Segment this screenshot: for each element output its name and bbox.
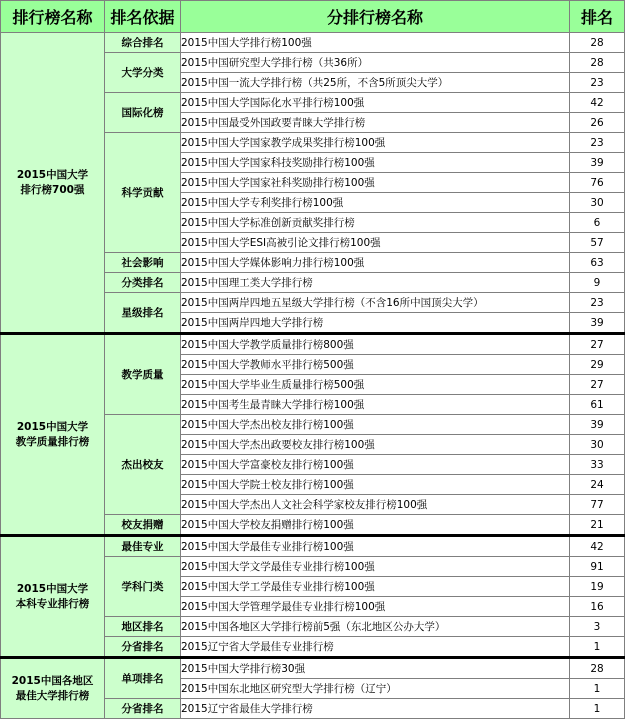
basis-cell: 国际化榜 bbox=[105, 93, 181, 133]
group-title-line1: 2015中国大学 bbox=[16, 168, 89, 181]
rank-value: 39 bbox=[570, 153, 625, 173]
sub-list-name: 2015中国一流大学排行榜（共25所，不含5所顶尖大学） bbox=[181, 73, 570, 93]
rank-value: 76 bbox=[570, 173, 625, 193]
sub-list-name: 2015中国大学国家科技奖励排行榜100强 bbox=[181, 153, 570, 173]
rank-value: 42 bbox=[570, 93, 625, 113]
basis-cell: 地区排名 bbox=[105, 617, 181, 637]
basis-cell: 校友捐赠 bbox=[105, 515, 181, 536]
rank-value: 42 bbox=[570, 536, 625, 557]
sub-list-name: 2015中国大学国家教学成果奖排行榜100强 bbox=[181, 133, 570, 153]
rank-value: 3 bbox=[570, 617, 625, 637]
group-title-line1: 2015中国各地区 bbox=[11, 674, 94, 687]
sub-list-name: 2015中国大学排行榜100强 bbox=[181, 33, 570, 53]
group-title-line2: 排行榜700强 bbox=[20, 183, 85, 196]
group-title bbox=[1, 536, 105, 658]
sub-list-name: 2015中国大学最佳专业排行榜100强 bbox=[181, 536, 570, 557]
sub-list-name: 2015中国理工类大学排行榜 bbox=[181, 273, 570, 293]
sub-list-name: 2015中国大学教学质量排行榜800强 bbox=[181, 334, 570, 355]
sub-list-name: 2015中国大学国家社科奖励排行榜100强 bbox=[181, 173, 570, 193]
rank-value: 61 bbox=[570, 395, 625, 415]
header-rank: 排名 bbox=[570, 1, 625, 33]
rank-value: 57 bbox=[570, 233, 625, 253]
table-row bbox=[1, 658, 625, 679]
sub-list-name: 2015中国大学杰出人文社会科学家校友排行榜100强 bbox=[181, 495, 570, 515]
sub-list-name: 2015中国大学文学最佳专业排行榜100强 bbox=[181, 557, 570, 577]
basis-cell: 大学分类 bbox=[105, 53, 181, 93]
sub-list-name: 2015中国大学ESI高被引论文排行榜100强 bbox=[181, 233, 570, 253]
group-title-line1: 2015中国大学 bbox=[16, 420, 89, 433]
rank-value: 91 bbox=[570, 557, 625, 577]
basis-cell: 单项排名 bbox=[105, 658, 181, 699]
sub-list-name: 2015中国大学毕业生质量排行榜500强 bbox=[181, 375, 570, 395]
sub-list-name: 2015中国考生最青睐大学排行榜100强 bbox=[181, 395, 570, 415]
rank-value: 23 bbox=[570, 73, 625, 93]
basis-cell: 星级排名 bbox=[105, 293, 181, 334]
rank-value: 27 bbox=[570, 375, 625, 395]
sub-list-name: 2015中国两岸四地五星级大学排行榜（不含16所中国顶尖大学） bbox=[181, 293, 570, 313]
sub-list-name: 2015中国大学专利奖排行榜100强 bbox=[181, 193, 570, 213]
sub-list-name: 2015中国大学杰出校友排行榜100强 bbox=[181, 415, 570, 435]
rank-value: 28 bbox=[570, 53, 625, 73]
group-title-line2: 教学质量排行榜 bbox=[15, 435, 90, 448]
rank-value: 23 bbox=[570, 293, 625, 313]
header-row bbox=[1, 1, 625, 33]
sub-list-name: 2015中国大学校友捐赠排行榜100强 bbox=[181, 515, 570, 536]
rank-value: 28 bbox=[570, 33, 625, 53]
sub-list-name: 2015辽宁省最佳大学排行榜 bbox=[181, 699, 570, 719]
rank-value: 1 bbox=[570, 699, 625, 719]
group-title bbox=[1, 334, 105, 536]
group-title-line1: 2015中国大学 bbox=[16, 582, 89, 595]
sub-list-name: 2015中国大学标准创新贡献奖排行榜 bbox=[181, 213, 570, 233]
sub-list-name: 2015中国两岸四地大学排行榜 bbox=[181, 313, 570, 334]
sub-list-name: 2015中国大学排行榜30强 bbox=[181, 658, 570, 679]
sub-list-name: 2015中国东北地区研究型大学排行榜（辽宁） bbox=[181, 679, 570, 699]
group-title bbox=[1, 33, 105, 334]
basis-cell: 综合排名 bbox=[105, 33, 181, 53]
rank-value: 39 bbox=[570, 415, 625, 435]
basis-cell: 科学贡献 bbox=[105, 133, 181, 253]
rank-value: 30 bbox=[570, 435, 625, 455]
header-basis: 排名依据 bbox=[105, 1, 181, 33]
group-title-line2: 最佳大学排行榜 bbox=[15, 689, 90, 702]
rank-value: 27 bbox=[570, 334, 625, 355]
sub-list-name: 2015中国最受外国政要青睐大学排行榜 bbox=[181, 113, 570, 133]
sub-list-name: 2015中国大学富豪校友排行榜100强 bbox=[181, 455, 570, 475]
rank-value: 1 bbox=[570, 679, 625, 699]
group-title-line2: 本科专业排行榜 bbox=[15, 597, 90, 610]
basis-cell: 分类排名 bbox=[105, 273, 181, 293]
sub-list-name: 2015中国大学院士校友排行榜100强 bbox=[181, 475, 570, 495]
rank-value: 29 bbox=[570, 355, 625, 375]
rank-value: 16 bbox=[570, 597, 625, 617]
table-body bbox=[1, 33, 625, 719]
rank-value: 63 bbox=[570, 253, 625, 273]
rank-value: 26 bbox=[570, 113, 625, 133]
table-row bbox=[1, 33, 625, 53]
header-sub-list: 分排行榜名称 bbox=[181, 1, 570, 33]
rank-value: 19 bbox=[570, 577, 625, 597]
rank-value: 9 bbox=[570, 273, 625, 293]
rank-value: 30 bbox=[570, 193, 625, 213]
rank-value: 28 bbox=[570, 658, 625, 679]
basis-cell: 最佳专业 bbox=[105, 536, 181, 557]
basis-cell: 杰出校友 bbox=[105, 415, 181, 515]
sub-list-name: 2015辽宁省大学最佳专业排行榜 bbox=[181, 637, 570, 658]
sub-list-name: 2015中国大学工学最佳专业排行榜100强 bbox=[181, 577, 570, 597]
basis-cell: 分省排名 bbox=[105, 699, 181, 719]
basis-cell: 学科门类 bbox=[105, 557, 181, 617]
rank-value: 23 bbox=[570, 133, 625, 153]
group-title bbox=[1, 658, 105, 719]
basis-cell: 社会影响 bbox=[105, 253, 181, 273]
rank-value: 21 bbox=[570, 515, 625, 536]
rank-value: 39 bbox=[570, 313, 625, 334]
sub-list-name: 2015中国各地区大学排行榜前5强（东北地区公办大学） bbox=[181, 617, 570, 637]
basis-cell: 分省排名 bbox=[105, 637, 181, 658]
sub-list-name: 2015中国大学杰出政要校友排行榜100强 bbox=[181, 435, 570, 455]
rank-value: 24 bbox=[570, 475, 625, 495]
header-list-name: 排行榜名称 bbox=[1, 1, 105, 33]
rank-value: 77 bbox=[570, 495, 625, 515]
table-row bbox=[1, 536, 625, 557]
sub-list-name: 2015中国研究型大学排行榜（共36所） bbox=[181, 53, 570, 73]
sub-list-name: 2015中国大学国际化水平排行榜100强 bbox=[181, 93, 570, 113]
rank-value: 33 bbox=[570, 455, 625, 475]
sub-list-name: 2015中国大学媒体影响力排行榜100强 bbox=[181, 253, 570, 273]
table-row bbox=[1, 334, 625, 355]
basis-cell: 教学质量 bbox=[105, 334, 181, 415]
rank-value: 6 bbox=[570, 213, 625, 233]
sub-list-name: 2015中国大学教师水平排行榜500强 bbox=[181, 355, 570, 375]
rank-value: 1 bbox=[570, 637, 625, 658]
sub-list-name: 2015中国大学管理学最佳专业排行榜100强 bbox=[181, 597, 570, 617]
